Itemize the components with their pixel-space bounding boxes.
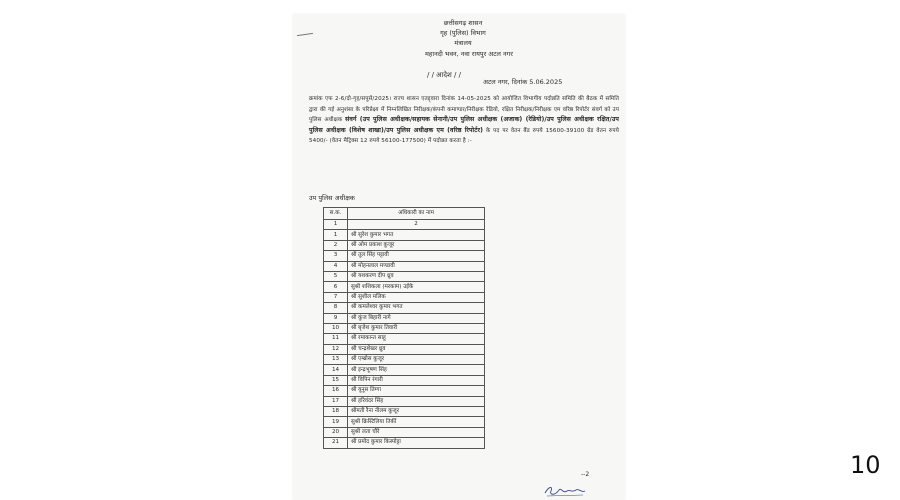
officer-name-cell: श्री प्रमोद कुमार किस्पोट्टा [348,438,485,448]
header-government: छत्तीसगढ़ शासन [443,19,483,27]
table-row [324,251,485,261]
table-row [324,323,485,333]
officer-name-cell: श्री रमाकान्त साहू [348,334,485,344]
officer-name-cell: सुश्री शशिकला (मरकाम) उईके [348,282,485,292]
officer-name-cell: श्री चन्द्रशेखर ध्रुव [348,344,485,354]
table-row [324,417,485,427]
table-row [324,292,485,302]
table-row [324,240,485,250]
serial-cell: 7 [324,292,348,302]
header-department: गृह (पुलिस) विभाग [440,29,486,37]
table-row [324,396,485,406]
table-row [324,230,485,240]
column-header-serial: स.क. [324,208,348,220]
officer-name-cell: सुश्री लता चौरे [348,427,485,437]
order-title: / / आदेश / / [427,71,461,79]
officer-name-cell: श्री इन्द्रभूषण सिंह [348,365,485,375]
officer-name-cell: श्री सुशील मलिक [348,292,485,302]
serial-cell: 1 [324,230,348,240]
table-row [324,386,485,396]
table-row [324,344,485,354]
header-address: महानदी भवन, नवा रायपुर अटल नगर [425,50,513,58]
table-index-row [324,220,485,230]
paragraph-text-1: क्रमांक एफ 2-6/दो-गृह/सपुसे/2025। राज्य शासन एतद्द्वारा दिनांक 14-05-2025 को आयोजित विभागीय पदोन्नति समिति की बैठक में समिति द्वारा की गई अनुशंसा के परिप्रेक्ष्य में निम्नलिखित निरीक्षक/कंपनी कमाण्डर/निरीक्षक रेडियो, रक्षित निरीक्षक/निरीक्षक एम वरिष्ठ रिपोर्टर संवर्ग को उप पुलिस अधीक्षक [309,96,619,124]
serial-cell: 14 [324,365,348,375]
serial-cell: 3 [324,251,348,261]
date-line: अटल नगर, दिनांक 5.06.2025 [483,78,563,86]
officer-name-cell: श्री कमलेश्वर कुमार भगत [348,303,485,313]
officer-name-cell: श्री सुरेश कुमार भगत [348,230,485,240]
officer-name-cell: श्री मोहनलाल मण्डावी [348,261,485,271]
serial-cell: 4 [324,261,348,271]
index-cell: 1 [324,220,348,230]
officer-name-cell: श्री विपिन रंगारी [348,375,485,385]
table-row [324,438,485,448]
table-row [324,407,485,417]
serial-cell: 15 [324,375,348,385]
table-header-row [324,208,485,220]
header-ministry: मंत्रालय [454,39,472,47]
officer-name-cell: श्री बृजेश कुमार तिवारी [348,323,485,333]
officer-name-cell: श्री यशकरण दीप ध्रुव [348,271,485,281]
paragraph-text-2: के पद पर वेतन बैंड रुपये 15600-39100 ग्रेड वेतन रुपये 5400/- (वेतन मैट्रिक्स 12 रुपये 56100-177500) में पदोन्नत करता है :- [309,127,620,145]
document-page [293,14,625,500]
serial-cell: 17 [324,396,348,406]
order-paragraph [309,94,619,147]
officer-name-cell: सुश्री क्रिस्टिलिया तिर्की [348,417,485,427]
table-row [324,427,485,437]
table-row [324,375,485,385]
serial-cell: 8 [324,303,348,313]
table-row [324,261,485,271]
officer-table [323,207,485,449]
table-row [324,365,485,375]
paragraph-bold: संवर्ग (उप पुलिस अधीक्षक/सहायक सेनानी/उप पुलिस अधीक्षक (अजाक) (रेडियो)/उप पुलिस अधीक्षक रक्षित/उप पुलिस अधीक्षक (विशेष शाखा)/उप पुलिस अधीक्षक एम (वरिष्ठ रिपोर्टर) [309,116,619,134]
serial-cell: 2 [324,240,348,250]
serial-cell: 9 [324,313,348,323]
page-number: 10 [850,451,881,479]
serial-cell: 16 [324,386,348,396]
serial-cell: 21 [324,438,348,448]
serial-cell: 12 [324,344,348,354]
serial-cell: 6 [324,282,348,292]
officer-name-cell: श्री ओम प्रकाश कुजूर [348,240,485,250]
serial-cell: 10 [324,323,348,333]
table-row [324,334,485,344]
table-row [324,355,485,365]
serial-cell: 19 [324,417,348,427]
table-row [324,313,485,323]
serial-cell: 11 [324,334,348,344]
serial-cell: 18 [324,407,348,417]
subheading: उप पुलिस अधीक्षक [309,194,355,202]
table-row [324,282,485,292]
page-marker: --2 [581,471,590,478]
column-header-name: अधिकारी का नाम [348,208,485,220]
signature-icon [543,484,591,498]
officer-name-cell: श्री यूनूस तिग्गा [348,386,485,396]
officer-name-cell: श्री हरिवंदर सिंह [348,396,485,406]
officer-name-cell: श्रीमती रैना नीलम कुजूर [348,407,485,417]
officer-name-cell: श्री तुल सिंह पट्टावी [348,251,485,261]
serial-cell: 13 [324,355,348,365]
officer-name-cell: श्री एम्ब्रोस कुजूर [348,355,485,365]
serial-cell: 5 [324,271,348,281]
officer-name-cell: श्री कुंज बिहारी नागे [348,313,485,323]
table-row [324,303,485,313]
index-cell: 2 [348,220,485,230]
serial-cell: 20 [324,427,348,437]
table-row [324,271,485,281]
